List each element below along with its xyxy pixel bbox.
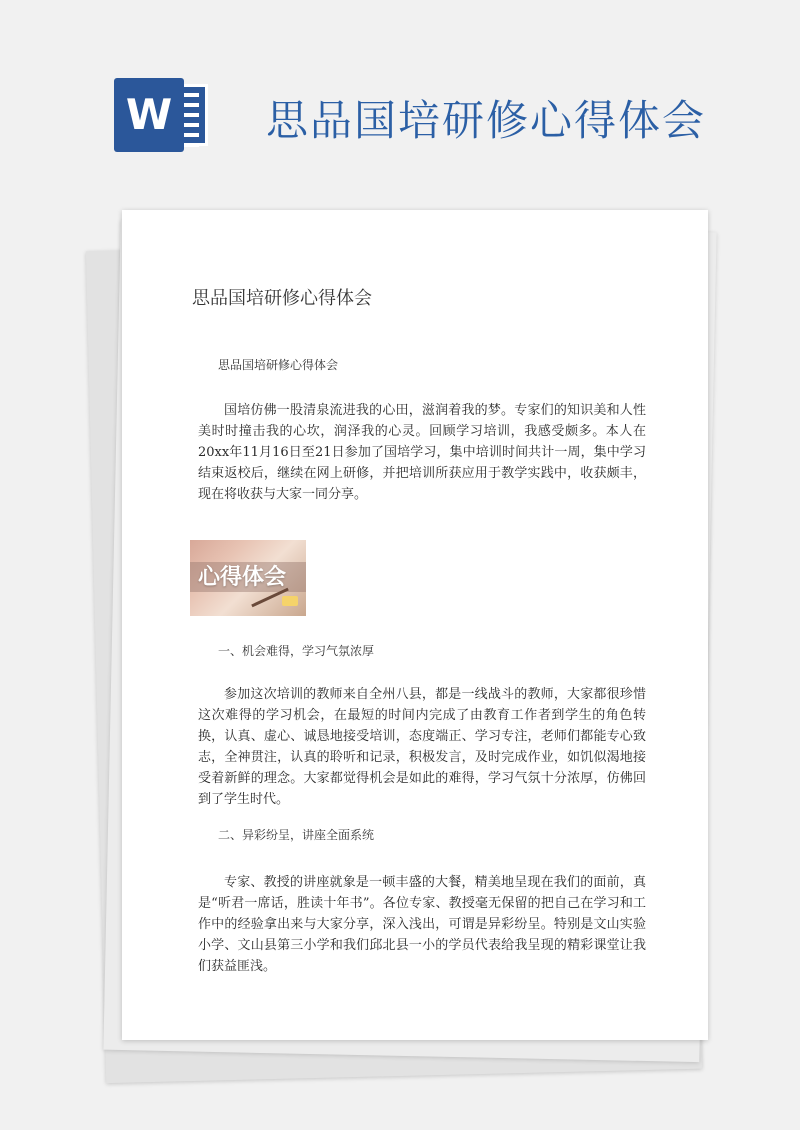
banner-title: 思品国培研修心得体会 [266, 96, 707, 145]
section-heading-2: 二、异彩纷呈，讲座全面系统 [218, 828, 375, 842]
document-title: 思品国培研修心得体会 [192, 288, 372, 309]
document-subtitle: 思品国培研修心得体会 [218, 358, 339, 372]
word-logo [108, 74, 212, 156]
document-page [122, 210, 708, 1040]
word-logo-letter: W [114, 78, 184, 152]
section-body-1: 参加这次培训的教师来自全州八县，都是一线战斗的教师，大家都很珍惜这次难得的学习机会，在最短的时间内完成了由教育工作者到学生的角色转换，认真、虚心、诚恳地接受培训，态度端正、学习专注，老师们都能专心致志，全神贯注，认真的聆听和记录，积极发言，及时完成作业，如饥似渴地接受着新鲜的理念。大家都觉得机会是如此的难得，学习气氛十分浓厚，仿佛回到了学生时代。 [198, 687, 646, 807]
photo-thumbnail [190, 540, 306, 616]
section-body-2: 专家、教授的讲座就象是一顿丰盛的大餐，精美地呈现在我们的面前，真是“听君一席话，胜读十年书”。各位专家、教授毫无保留的把自己在学习和工作中的经验拿出来与大家分享，深入浅出，可谓是异彩纷呈。特别是文山实验小学、文山县第三小学和我们邱北县一小的学员代表给我呈现的精彩课堂让我们获益匪浅。 [198, 875, 646, 974]
badge-icon [282, 596, 298, 606]
intro-paragraph: 国培仿佛一股清泉流进我的心田，滋润着我的梦。专家们的知识美和人性美时时撞击我的心坎，润泽我的心灵。回顾学习培训，我感受颇多。本人在20xx年11月16日至21日参加了国培学习，集中培训时间共计一周，集中学习结束返校后，继续在网上研修，并把培训所获应用于教学实践中，收获颇丰，现在将收获与大家一同分享。 [198, 403, 646, 502]
photo-caption: 心得体会 [198, 565, 287, 590]
section-heading-1: 一、机会难得，学习气氛浓厚 [218, 644, 375, 658]
